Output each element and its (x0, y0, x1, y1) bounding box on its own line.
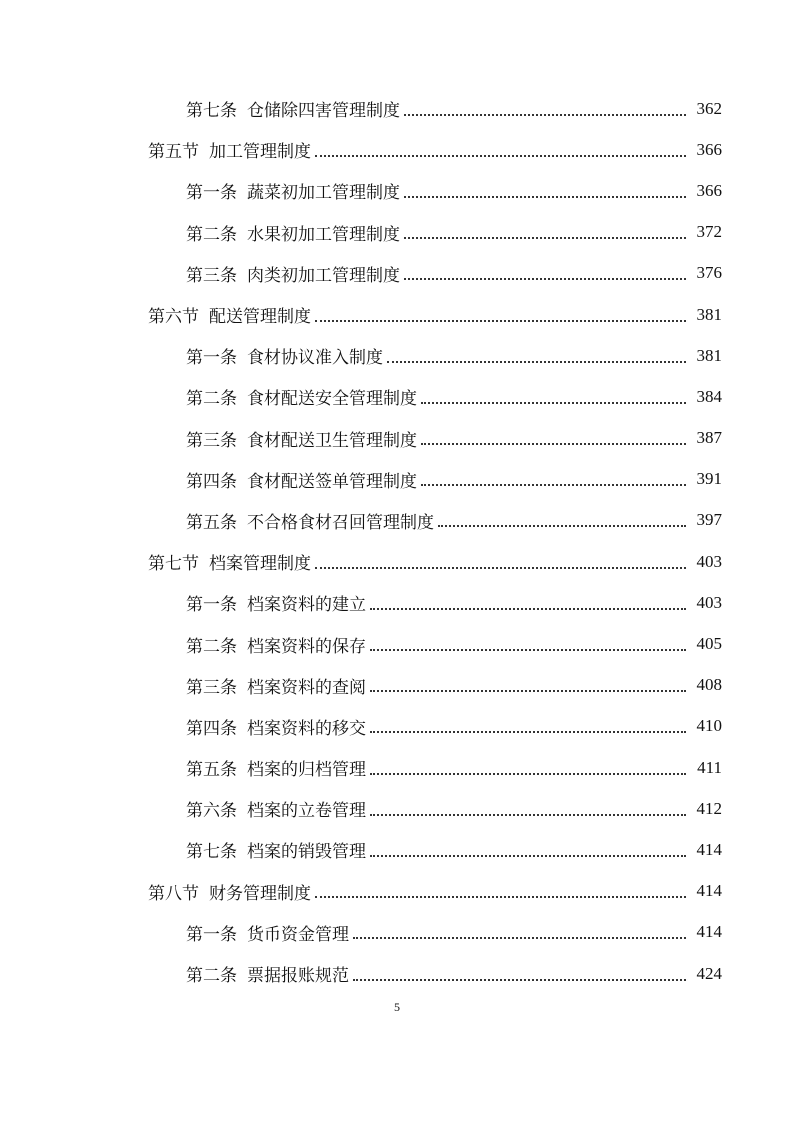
toc-entry-label: 第七条 (186, 842, 237, 863)
toc-article-entry[interactable] (0, 582, 794, 623)
toc-entry-title: 档案管理制度 (209, 554, 311, 575)
toc-entry-title: 配送管理制度 (209, 307, 311, 328)
toc-entry-title: 肉类初加工管理制度 (247, 265, 400, 286)
toc-article-entry[interactable] (0, 706, 794, 747)
page-number: 5 (394, 1000, 400, 1014)
toc-entry-label: 第五条 (186, 512, 237, 533)
table-of-contents (0, 88, 794, 994)
toc-entry-title: 食材协议准入制度 (247, 348, 383, 369)
toc-entry-title: 票据报账规范 (247, 966, 349, 987)
dot-leader (404, 237, 686, 239)
toc-entry-label: 第六节 (148, 307, 199, 328)
toc-article-entry[interactable] (0, 376, 794, 417)
toc-entry-page: 408 (696, 675, 722, 695)
toc-article-entry[interactable] (0, 253, 794, 294)
toc-entry-title: 财务管理制度 (209, 883, 311, 904)
toc-entry-label: 第七条 (186, 101, 237, 122)
toc-entry-label: 第三条 (186, 265, 237, 286)
toc-entry-title: 档案资料的保存 (247, 636, 366, 657)
toc-entry-label: 第五节 (148, 142, 199, 163)
toc-entry-page: 403 (696, 551, 722, 571)
toc-entry-page: 410 (696, 716, 722, 736)
toc-entry-title: 货币资金管理 (247, 924, 349, 945)
toc-article-entry[interactable] (0, 912, 794, 953)
toc-entry-page: 381 (696, 304, 722, 324)
toc-article-entry[interactable] (0, 335, 794, 376)
toc-entry-title: 档案资料的移交 (247, 718, 366, 739)
toc-section-entry[interactable] (0, 129, 794, 170)
toc-entry-page: 403 (696, 592, 722, 612)
toc-entry-page: 381 (696, 345, 722, 365)
dot-leader (315, 155, 686, 157)
toc-section-entry[interactable] (0, 541, 794, 582)
toc-entry-page: 387 (696, 428, 722, 448)
toc-entry-label: 第一条 (186, 183, 237, 204)
dot-leader (421, 484, 686, 486)
toc-entry-page: 366 (696, 139, 722, 159)
toc-entry-label: 第五条 (186, 760, 237, 781)
dot-leader (353, 937, 686, 939)
toc-entry-title: 档案的销毁管理 (247, 842, 366, 863)
toc-entry-label: 第一条 (186, 924, 237, 945)
toc-article-entry[interactable] (0, 953, 794, 994)
toc-section-entry[interactable] (0, 871, 794, 912)
dot-leader (404, 278, 686, 280)
toc-entry-page: 412 (696, 798, 722, 818)
toc-entry-page: 372 (696, 222, 722, 242)
dot-leader (370, 649, 686, 651)
toc-entry-page: 376 (696, 263, 722, 283)
toc-entry-title: 档案的归档管理 (247, 760, 366, 781)
dot-leader (404, 114, 686, 116)
toc-article-entry[interactable] (0, 418, 794, 459)
toc-entry-title: 蔬菜初加工管理制度 (247, 183, 400, 204)
dot-leader (404, 196, 686, 198)
toc-article-entry[interactable] (0, 88, 794, 129)
toc-entry-label: 第七节 (148, 554, 199, 575)
toc-entry-page: 391 (696, 469, 722, 489)
toc-article-entry[interactable] (0, 500, 794, 541)
dot-leader (315, 320, 686, 322)
toc-entry-page: 414 (696, 839, 722, 859)
dot-leader (421, 443, 686, 445)
dot-leader (315, 567, 686, 569)
toc-entry-label: 第三条 (186, 677, 237, 698)
toc-entry-page: 414 (696, 881, 722, 901)
toc-entry-label: 第二条 (186, 224, 237, 245)
toc-article-entry[interactable] (0, 747, 794, 788)
toc-entry-label: 第四条 (186, 471, 237, 492)
dot-leader (370, 608, 686, 610)
toc-entry-page: 384 (696, 386, 722, 406)
toc-article-entry[interactable] (0, 170, 794, 211)
toc-article-entry[interactable] (0, 829, 794, 870)
toc-entry-page: 405 (696, 634, 722, 654)
toc-entry-label: 第六条 (186, 801, 237, 822)
dot-leader (421, 402, 686, 404)
toc-entry-title: 水果初加工管理制度 (247, 224, 400, 245)
toc-entry-page: 414 (696, 922, 722, 942)
toc-entry-title: 加工管理制度 (209, 142, 311, 163)
toc-entry-title: 仓储除四害管理制度 (247, 101, 400, 122)
toc-entry-title: 档案的立卷管理 (247, 801, 366, 822)
toc-article-entry[interactable] (0, 623, 794, 664)
dot-leader (387, 361, 686, 363)
toc-entry-title: 不合格食材召回管理制度 (247, 512, 434, 533)
toc-section-entry[interactable] (0, 294, 794, 335)
toc-entry-title: 档案资料的建立 (247, 595, 366, 616)
toc-entry-title: 食材配送签单管理制度 (247, 471, 417, 492)
toc-entry-page: 411 (697, 757, 722, 777)
toc-article-entry[interactable] (0, 459, 794, 500)
toc-entry-page: 397 (696, 510, 722, 530)
toc-entry-page: 366 (696, 180, 722, 200)
dot-leader (353, 979, 686, 981)
toc-entry-title: 档案资料的查阅 (247, 677, 366, 698)
toc-entry-label: 第四条 (186, 718, 237, 739)
toc-article-entry[interactable] (0, 212, 794, 253)
toc-article-entry[interactable] (0, 788, 794, 829)
toc-entry-label: 第八节 (148, 883, 199, 904)
dot-leader (315, 896, 686, 898)
dot-leader (370, 773, 686, 775)
dot-leader (370, 855, 686, 857)
toc-entry-label: 第三条 (186, 430, 237, 451)
dot-leader (370, 690, 686, 692)
toc-entry-label: 第一条 (186, 595, 237, 616)
toc-entry-label: 第一条 (186, 348, 237, 369)
toc-entry-label: 第二条 (186, 966, 237, 987)
toc-entry-label: 第二条 (186, 636, 237, 657)
toc-article-entry[interactable] (0, 665, 794, 706)
toc-entry-title: 食材配送安全管理制度 (247, 389, 417, 410)
toc-entry-page: 424 (696, 963, 722, 983)
toc-entry-title: 食材配送卫生管理制度 (247, 430, 417, 451)
dot-leader (370, 814, 686, 816)
dot-leader (438, 525, 686, 527)
dot-leader (370, 731, 686, 733)
toc-entry-page: 362 (696, 98, 722, 118)
toc-entry-label: 第二条 (186, 389, 237, 410)
